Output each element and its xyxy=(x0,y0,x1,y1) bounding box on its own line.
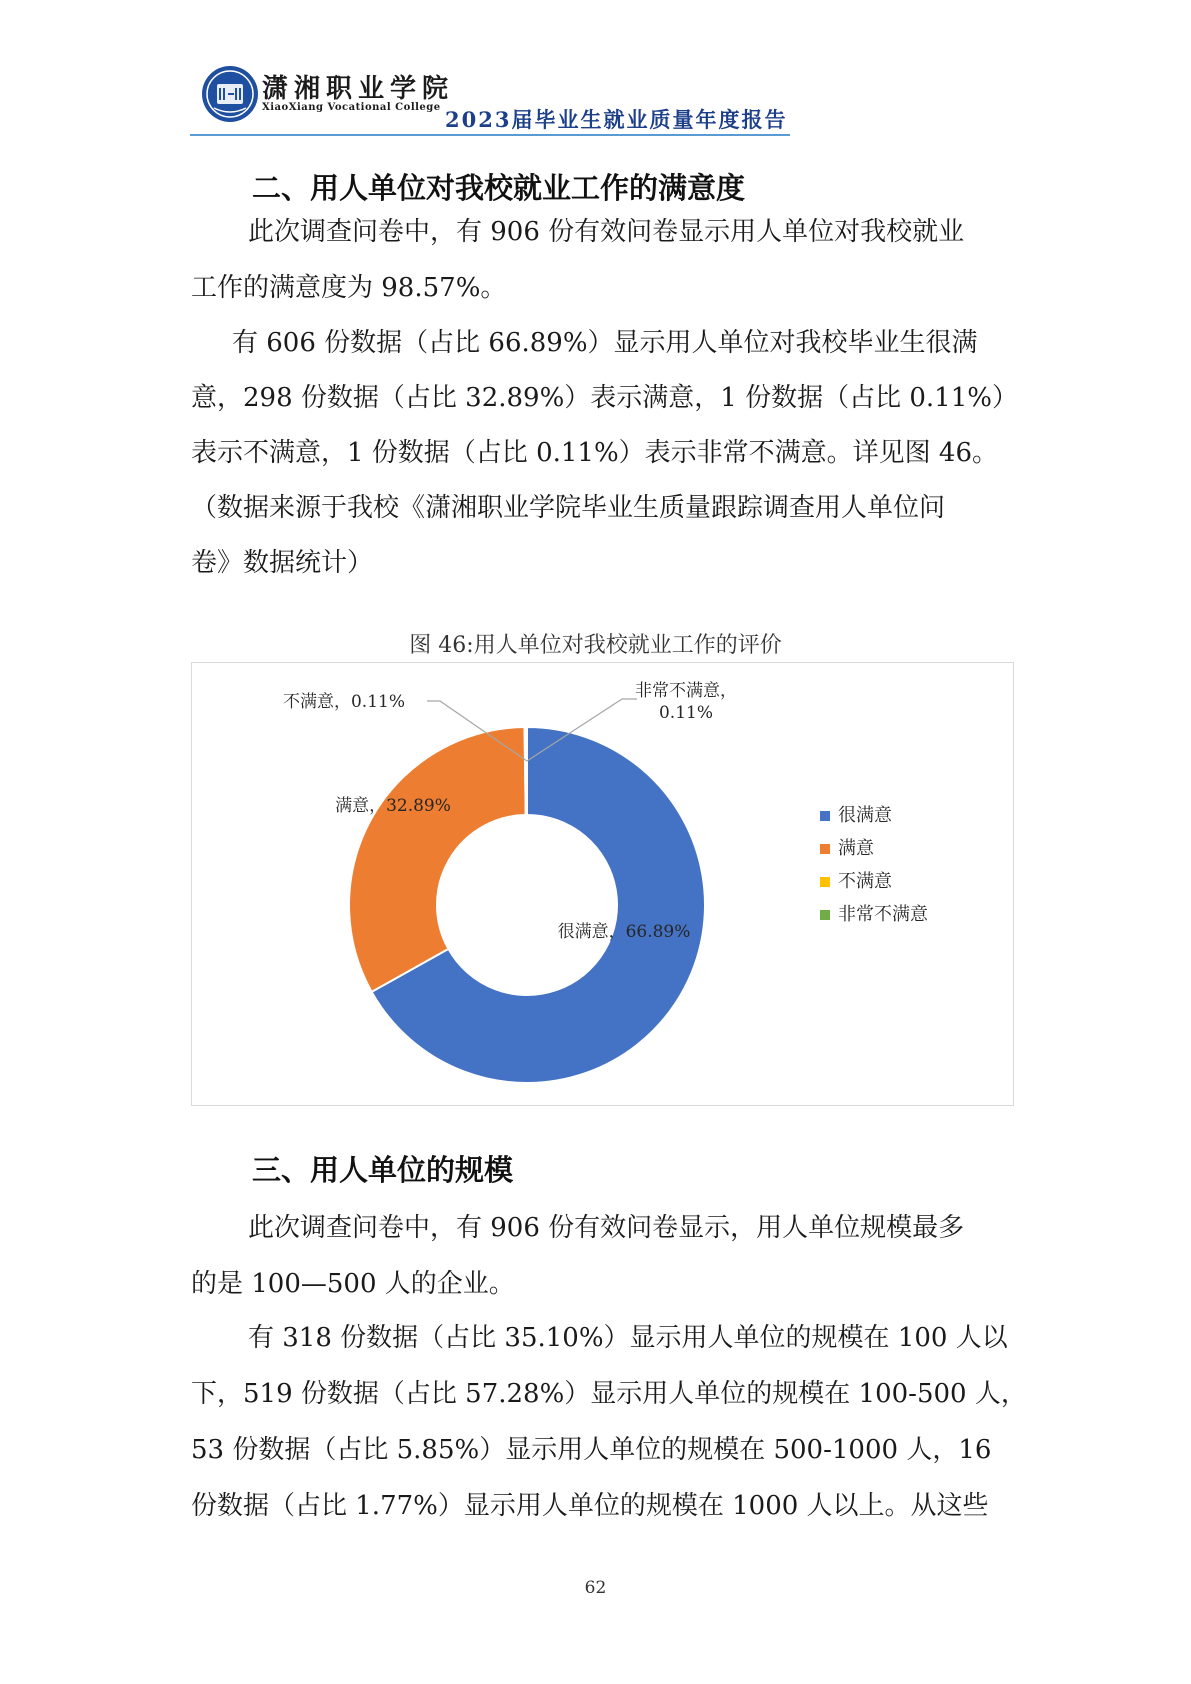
section-heading-employer-size: 三、用人单位的规模 xyxy=(252,1153,514,1187)
data-label-4: 非常不满意， 0.11% xyxy=(635,681,737,723)
legend-swatch xyxy=(820,910,830,920)
legend-swatch xyxy=(820,844,830,854)
legend-swatch xyxy=(820,877,830,887)
text-line: （数据来源于我校《潇湘职业学院毕业生质量跟踪调查用人单位问 xyxy=(191,493,946,523)
text-line: 意，298 份数据（占比 32.89%）表示满意，1 份数据（占比 0.11%） xyxy=(191,383,1018,413)
page-number: 62 xyxy=(584,1578,607,1598)
text-line: 卷》数据统计） xyxy=(191,548,374,578)
text-line: 工作的满意度为 98.57%。 xyxy=(191,273,507,303)
data-label-3: 不满意，0.11% xyxy=(282,692,406,712)
legend-item-3 xyxy=(820,871,892,892)
text-line: 有 606 份数据（占比 66.89%）显示用人单位对我校毕业生很满 xyxy=(232,328,978,358)
header-divider xyxy=(190,134,790,136)
text-line: 53 份数据（占比 5.85%）显示用人单位的规模在 500-1000 人，16 xyxy=(191,1435,992,1465)
data-label-2: 满意，32.89% xyxy=(335,796,451,816)
text-line: 此次调查问卷中，有 906 份有效问卷显示用人单位对我校就业 xyxy=(248,217,965,247)
report-title: 2023届毕业生就业质量年度报告 xyxy=(445,107,788,132)
legend-item-4 xyxy=(820,904,928,925)
legend-swatch xyxy=(820,811,830,821)
legend-label: 满意 xyxy=(838,838,874,859)
figure-caption: 图 46:用人单位对我校就业工作的评价 xyxy=(409,633,782,658)
text-line: 有 318 份数据（占比 35.10%）显示用人单位的规模在 100 人以 xyxy=(248,1323,1008,1353)
donut-chart xyxy=(191,662,1014,1106)
legend-item-2 xyxy=(820,838,874,859)
donut-slice-4 xyxy=(526,727,527,815)
donut-chart-svg xyxy=(192,663,1015,1107)
text-line: 下，519 份数据（占比 57.28%）显示用人单位的规模在 100-500 人， xyxy=(191,1379,1027,1409)
legend-label: 不满意 xyxy=(838,871,892,892)
legend-label: 非常不满意 xyxy=(838,904,928,925)
college-seal-icon xyxy=(200,64,260,124)
text-line: 份数据（占比 1.77%）显示用人单位的规模在 1000 人以上。从这些 xyxy=(191,1491,989,1521)
text-line: 此次调查问卷中，有 906 份有效问卷显示，用人单位规模最多 xyxy=(248,1213,965,1243)
text-line: 表示不满意，1 份数据（占比 0.11%）表示非常不满意。详见图 46。 xyxy=(191,438,999,468)
donut-slice-2 xyxy=(349,727,526,992)
college-name-cn: 潇湘职业学院 xyxy=(262,74,455,104)
legend-item-1 xyxy=(820,805,892,826)
college-name-en: XiaoXiang Vocational College xyxy=(262,102,441,113)
legend-label: 很满意 xyxy=(838,805,892,826)
section-heading-satisfaction: 二、用人单位对我校就业工作的满意度 xyxy=(252,171,746,205)
data-label-1: 很满意，66.89% xyxy=(557,922,691,942)
text-line: 的是 100—500 人的企业。 xyxy=(191,1269,515,1299)
